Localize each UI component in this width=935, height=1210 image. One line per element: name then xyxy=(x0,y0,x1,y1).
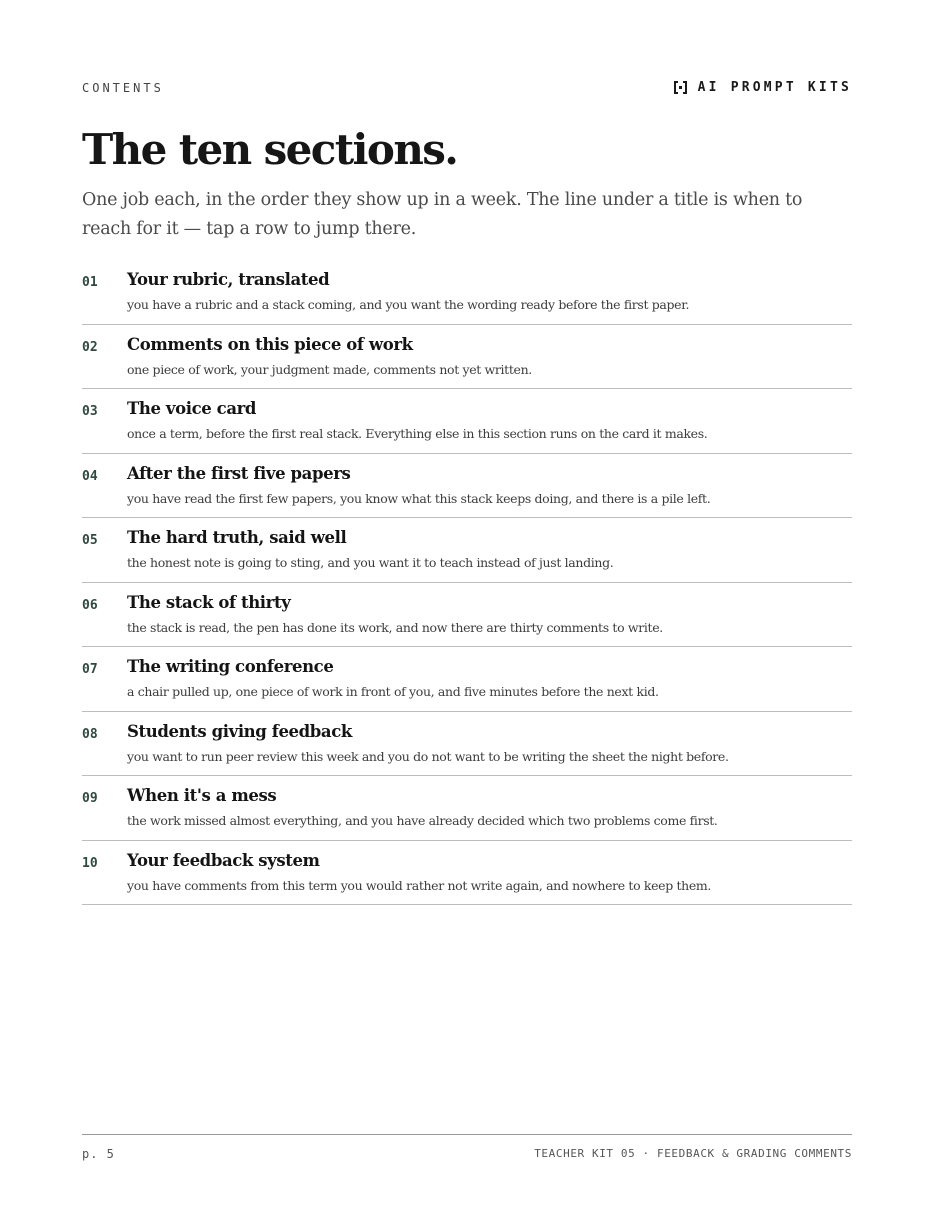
page-title: The ten sections. xyxy=(82,125,458,174)
toc-number: 06 xyxy=(82,597,98,613)
footer-label: TEACHER KIT 05 · FEEDBACK & GRADING COMMENTS xyxy=(534,1147,852,1160)
bracket-logo-icon xyxy=(674,81,687,94)
intro-text: One job each, in the order they show up in a week. The line under a title is when to reach for it — tap a row to jump there. xyxy=(82,190,803,239)
toc-title: Comments on this piece of work xyxy=(127,334,413,354)
toc-when-line: once a term, before the first real stack. Everything else in this section runs on the card it makes. xyxy=(127,426,708,441)
toc-title: Your feedback system xyxy=(127,850,320,870)
toc-when-line: you have a rubric and a stack coming, and you want the wording ready before the first paper. xyxy=(127,297,690,312)
toc-number: 10 xyxy=(82,855,98,871)
toc-when-line: you want to run peer review this week and you do not want to be writing the sheet the night before. xyxy=(127,748,729,764)
toc-when-line: the honest note is going to sting, and you want it to teach instead of just landing. xyxy=(127,555,614,570)
page xyxy=(82,0,852,1210)
toc-number: 09 xyxy=(82,791,98,806)
toc-when-line: you have comments from this term you would rather not write again, and nowhere to keep them. xyxy=(127,877,712,893)
toc-row-06[interactable] xyxy=(82,583,852,648)
toc-number: 03 xyxy=(82,404,98,419)
toc-when-line: you have read the first few papers, you know what this stack keeps doing, and there is a pile left. xyxy=(127,490,711,506)
toc-title: The voice card xyxy=(127,399,257,418)
brand-name: AI PROMPT KITS xyxy=(697,80,852,95)
toc-row-08[interactable] xyxy=(82,712,852,777)
toc-number: 05 xyxy=(82,533,98,548)
toc-number: 04 xyxy=(82,468,98,484)
toc-title: Students giving feedback xyxy=(127,721,352,741)
toc-number: 07 xyxy=(82,662,98,677)
toc-row-04[interactable] xyxy=(82,454,852,519)
toc-when-line: one piece of work, your judgment made, comments not yet written. xyxy=(127,361,532,377)
toc-when-line: the stack is read, the pen has done its work, and now there are thirty comments to write. xyxy=(127,619,663,635)
running-head: CONTENTS xyxy=(82,81,164,95)
toc-when-line: a chair pulled up, one piece of work in front of you, and five minutes before the next kid. xyxy=(127,684,659,699)
toc-number: 01 xyxy=(82,275,98,290)
toc-row-01[interactable] xyxy=(82,260,852,325)
toc-title: The hard truth, said well xyxy=(127,528,347,547)
toc-title: Your rubric, translated xyxy=(127,270,330,289)
toc-title: When it's a mess xyxy=(127,786,277,805)
toc-number: 08 xyxy=(82,726,98,742)
toc-title: The stack of thirty xyxy=(127,592,291,612)
toc-title: After the first five papers xyxy=(127,463,351,483)
toc-number: 02 xyxy=(82,339,98,355)
toc-row-05[interactable] xyxy=(82,518,852,583)
table-of-contents xyxy=(82,260,852,905)
brand xyxy=(674,80,852,95)
page-number: p. 5 xyxy=(82,1147,115,1161)
toc-title: The writing conference xyxy=(127,657,334,676)
toc-row-02[interactable] xyxy=(82,325,852,390)
toc-row-07[interactable] xyxy=(82,647,852,712)
toc-row-10[interactable] xyxy=(82,841,852,906)
header-bar xyxy=(82,80,852,98)
toc-row-03[interactable] xyxy=(82,389,852,454)
toc-row-09[interactable] xyxy=(82,776,852,841)
toc-when-line: the work missed almost everything, and you have already decided which two problems come first. xyxy=(127,813,718,828)
footer-divider xyxy=(82,1134,852,1135)
